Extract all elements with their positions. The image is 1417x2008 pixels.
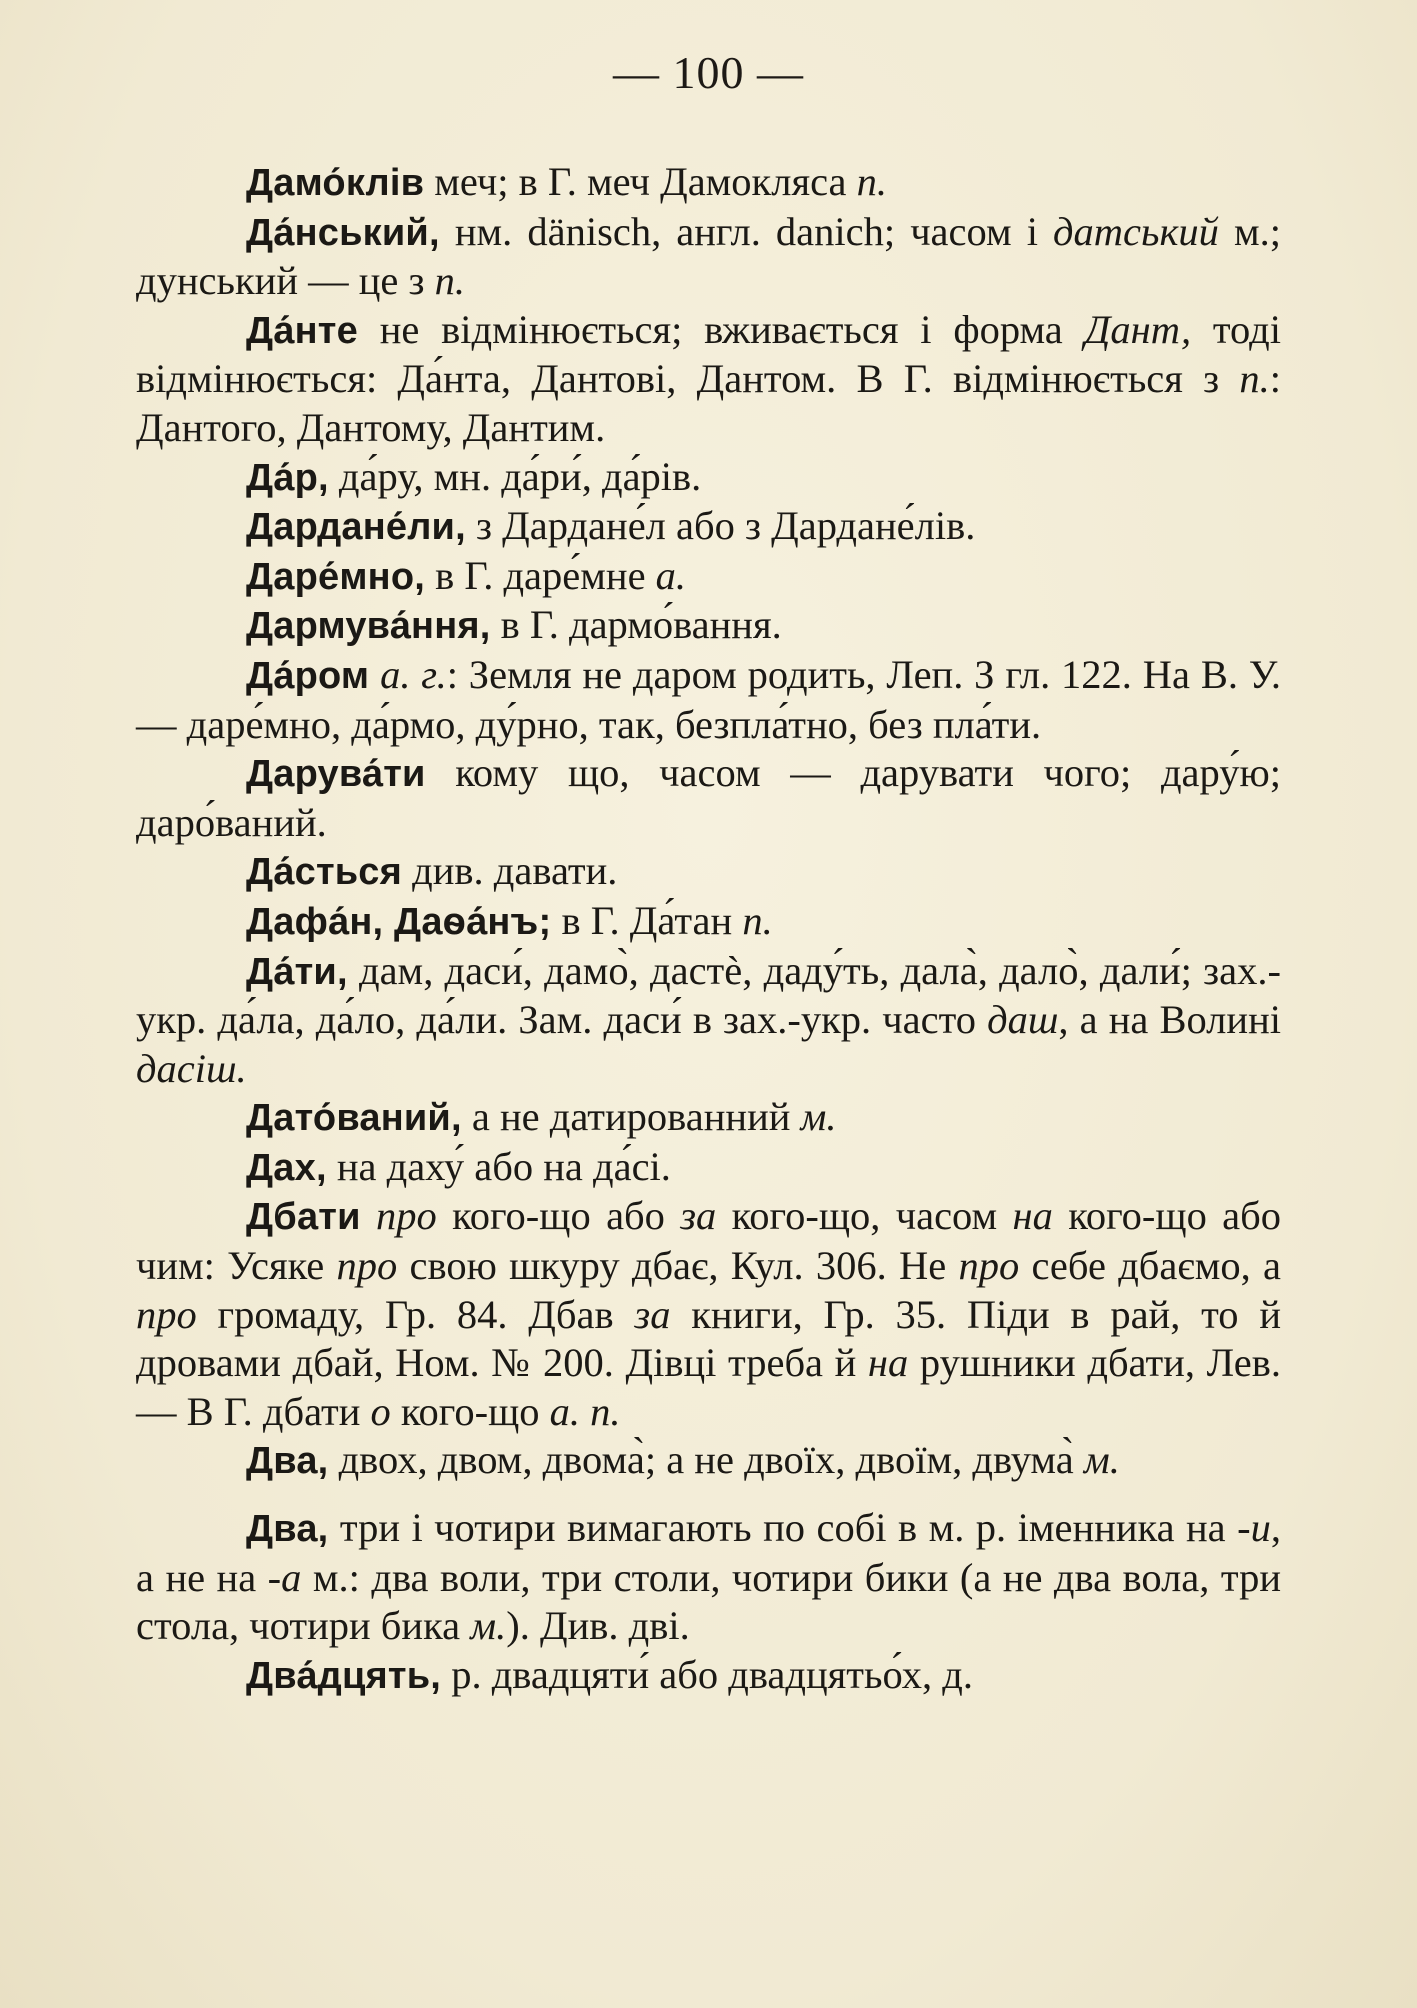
dictionary-entry — [136, 1093, 1281, 1143]
entry-text: : Дантого, Дантому, Дантим. — [136, 356, 1281, 450]
entry-headword: Дато́ваний, — [246, 1097, 462, 1140]
entry-text: дам, даси́, дамо̀, дастѐ, даду́ть, дала̀, дало̀, дали́; зах.-укр. да́ла, да́ло, да́ли. Зам. даси́ в зах.-укр. часто — [136, 947, 1281, 1043]
entry-text: да́ру, мн. да́ри́, да́рів. — [328, 453, 702, 499]
entry-italic-text: про — [958, 1243, 1020, 1289]
entry-text: кому що, часом — дарувати чого; дару́ю; даро́ваний. — [136, 750, 1281, 845]
entry-italic-text: м. — [470, 1603, 507, 1649]
entry-italic-text: про — [336, 1243, 398, 1289]
dictionary-entry — [136, 897, 1281, 947]
dictionary-entry — [136, 1504, 1281, 1651]
entry-headword: Да́р, — [246, 456, 329, 499]
entry-text: з Дардане́л або з Дардане́лів. — [465, 503, 976, 549]
dictionary-entry — [136, 306, 1281, 453]
entry-text — [369, 652, 380, 697]
entry-text: ). Див. дві. — [506, 1603, 690, 1649]
entry-headword: Два, — [246, 1508, 329, 1551]
entry-text: в Г. даре́мне — [424, 552, 656, 598]
entry-headword: Да́ром — [246, 654, 370, 697]
entry-text: , а не на — [136, 1505, 1281, 1600]
dictionary-entry — [136, 552, 1281, 602]
entry-text: не відмінюється; вживається і форма — [357, 306, 1085, 352]
entry-text: на даху́ або на да́сі. — [326, 1143, 671, 1189]
entry-text: кого-що або чим: Усяке — [136, 1193, 1282, 1289]
entry-headword: Дардане́ли, — [246, 506, 466, 549]
entry-text: тоді відмінюється: Да́нта, Дантові, Дантом. В Г. відмінюється з — [136, 306, 1281, 402]
entry-text: р. двадцяти́ або двадцятьо́х, д. — [441, 1651, 973, 1697]
entry-italic-text: а. г. — [380, 651, 447, 697]
dictionary-entry — [136, 1143, 1281, 1193]
entry-text: рушники дбати, Лев. — В Г. дбати — [136, 1340, 1281, 1434]
entry-italic-text: на — [867, 1340, 909, 1386]
dictionary-entry — [136, 502, 1281, 552]
entry-text: в Г. дармо́вання. — [490, 602, 782, 648]
entry-italic-text: даш — [987, 997, 1059, 1043]
entry-text: свою шкуру дбає, Кул. 306. Не — [397, 1243, 959, 1289]
entry-text: книги, Гр. 35. Піди в рай, то й дровами дбай, Ном. № 200. Дівці треба й — [136, 1291, 1281, 1386]
entry-italic-text: м. — [800, 1094, 837, 1140]
dictionary-entry — [136, 208, 1281, 306]
entry-italic-text: -и — [1237, 1505, 1271, 1551]
entry-italic-text: датський — [1053, 208, 1219, 254]
entry-text: двох, двом, двома̀; а не двоїх, двоїм, двума̀ — [328, 1437, 1084, 1483]
entry-text: меч; в Г. меч Дамокляса — [424, 159, 857, 204]
entry-text: кого-що — [390, 1388, 550, 1434]
entry-text: кого-що або — [436, 1193, 681, 1239]
entry-italic-text: п. — [434, 258, 466, 304]
entry-text — [361, 1193, 376, 1238]
entry-italic-text: про — [136, 1291, 197, 1337]
entry-headword: Два́дцять, — [246, 1654, 442, 1697]
entry-text: м.; дунський — це з — [136, 208, 1281, 304]
entry-italic-text: п. — [856, 159, 888, 204]
entry-italic-text: -а — [267, 1554, 302, 1600]
entry-italic-text: за — [634, 1291, 671, 1337]
dictionary-entry — [136, 651, 1281, 749]
dictionary-entry — [136, 1436, 1281, 1486]
dictionary-entry — [136, 453, 1281, 503]
entry-headword: Дафа́н, Даѳа́нъ; — [246, 900, 552, 943]
dictionary-entry — [136, 749, 1281, 847]
dictionary-entry — [136, 601, 1281, 651]
page-number: — 100 — — [613, 47, 804, 98]
entry-text: див. давати. — [402, 848, 618, 894]
entry-text: м.: два воли, три столи, чотири бики (а не два вола, три стола, чотири бика — [136, 1554, 1281, 1649]
entry-headword: Да́нте — [246, 309, 358, 352]
entry-italic-text: за — [680, 1193, 717, 1239]
entry-text: , а на Волині — [1058, 997, 1281, 1043]
entry-text: а не датированний — [461, 1094, 801, 1140]
entry-italic-text: а. — [655, 552, 687, 598]
entry-gap — [136, 1486, 1281, 1504]
entry-text: кого-що, часом — [716, 1193, 1013, 1239]
entry-italic-text: Дант, — [1084, 306, 1192, 352]
entry-headword: Да́нський, — [246, 211, 440, 254]
entry-text: себе дбаємо, а — [1019, 1243, 1281, 1289]
entry-text: : Земля не даром родить, Леп. З гл. 122. На В. У. — даре́мно, да́рмо, ду́рно, так, безпла́тно, без пла́ти. — [136, 651, 1281, 747]
entry-headword: Дбати — [246, 1196, 361, 1239]
entry-headword: Даре́мно, — [246, 555, 425, 598]
entry-italic-text: а. п. — [549, 1388, 621, 1434]
dictionary-entry — [136, 947, 1281, 1094]
entry-text: нм. dänisch, англ. danich; часом і — [439, 208, 1054, 254]
dictionary-text — [136, 158, 1281, 1700]
dictionary-entry — [136, 1651, 1281, 1701]
entry-headword: Да́ти, — [246, 950, 348, 993]
entry-italic-text: на — [1012, 1193, 1053, 1239]
entry-headword: Дарува́ти — [246, 753, 426, 796]
dictionary-entry — [136, 158, 1281, 208]
entry-italic-text: п. — [742, 897, 773, 943]
entry-text: три і чотири вимагають по собі в м. р. іменника на — [328, 1505, 1238, 1551]
entry-italic-text: п. — [1239, 356, 1270, 402]
entry-italic-text: о — [370, 1388, 391, 1434]
entry-text: в Г. Да́тан — [551, 897, 743, 943]
entry-headword: Да́сться — [246, 851, 403, 894]
entry-headword: Дамо́клів — [246, 162, 425, 204]
dictionary-entry — [136, 1192, 1281, 1436]
entry-text: громаду, Гр. 84. Дбав — [196, 1291, 635, 1337]
entry-headword: Два, — [246, 1440, 329, 1483]
entry-italic-text: про — [376, 1193, 437, 1239]
entry-italic-text: дасіш. — [136, 1045, 247, 1091]
entry-headword: Дах, — [246, 1146, 327, 1189]
entry-italic-text: м. — [1083, 1437, 1120, 1483]
dictionary-entry — [136, 847, 1281, 897]
entry-headword: Дармува́ння, — [246, 605, 491, 648]
